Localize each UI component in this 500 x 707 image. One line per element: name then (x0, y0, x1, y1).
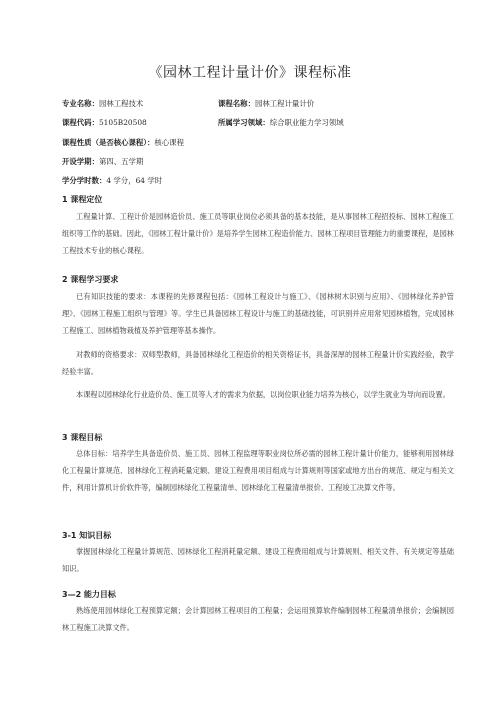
meta-nature (62, 138, 184, 148)
section-heading-2: 2 课程学习要求 (62, 275, 119, 284)
section-heading-3-1: 3-1 知识目标 (62, 531, 112, 540)
meta-course-value: 园林工程计量计价 (254, 99, 315, 108)
section-2-paragraph-2: 对教师的资格要求：双师型教师，具备园林绿化工程造价的相关资格证书，具备深厚的园林工程量计价实践经验，教学经验丰富。 (62, 350, 454, 376)
section-heading-3-2: 3—2 能力目标 (62, 590, 116, 599)
meta-credit (62, 176, 162, 186)
meta-major-value: 园林工程技术 (98, 99, 144, 108)
document-title: 《园林工程计量计价》课程标准 (148, 65, 352, 81)
meta-field-value: 综合职业能力学习领域 (269, 118, 344, 127)
meta-major-label: 专业名称： (62, 99, 99, 108)
section-heading-1: 1 课程定位 (62, 195, 103, 204)
section-heading-3: 3 课程目标 (62, 433, 103, 442)
meta-code-label: 课程代码： (62, 118, 99, 127)
meta-nature-value: 核心课程 (154, 138, 184, 147)
meta-field-label: 所属学习领域： (218, 118, 270, 127)
section-1-paragraph: 工程量计算、工程计价是园林造价员、施工员等职业岗位必须具备的基本技能，是从事园林工程招投标、园林工程施工组织等工作的基础。因此，《园林工程计量计价》是培养学生园林工程造价能力、园林工程项目管理能力的重要课程，是园林工程技术专业的核心课程。 (62, 212, 454, 255)
meta-major (62, 99, 143, 109)
meta-field (218, 118, 344, 128)
meta-code (62, 118, 147, 128)
meta-term-value: 第四、五学期 (98, 157, 144, 166)
meta-credit-value: 4 学分，64 学时 (106, 176, 163, 185)
meta-nature-label: 课程性质（是否核心课程）： (62, 138, 155, 147)
section-3-1-paragraph: 掌握园林绿化工程量计算规范、园林绿化工程消耗量定额、建设工程费用组成与计算规则、相关文件、有关规定等基础知识。 (62, 547, 454, 573)
section-2-paragraph-1: 已有知识技能的要求：本课程的先修课程包括：《园林工程设计与施工》、《园林树木识别与应用》、《园林绿化养护管理》、《园林工程施工组织与管理》等。学生已具备园林工程设计与施工的基础技能，可识别并应用常见园林植物，完成园林工程施工、园林植物栽植及养护管理等基本操作。 (62, 292, 454, 335)
meta-course (218, 99, 314, 109)
meta-code-value: 5105B20508 (98, 118, 147, 127)
section-2-paragraph-3: 本课程以园林绿化行业造价员、施工员等人才的需求为依据，以岗位职业能力培养为核心，以学生就业为导向而设置。 (76, 390, 450, 399)
section-3-paragraph: 总体目标：培养学生具备造价员、施工员、园林工程监理等职业岗位所必需的园林工程计量计价能力，能够利用园林绿化工程量计算规范、园林绿化工程消耗量定额、建设工程费用项目组成与计算规则等国家或地方出台的规范、规定与相关文件，利用计算机计价软件等，编制园林绿化工程量清单、园林绿化工程量清单报价、工程竣工决算文件等。 (62, 449, 454, 492)
section-3-2-paragraph: 熟练使用园林绿化工程预算定额；会计算园林工程项目的工程量；会运用预算软件编制园林工程量清单报价；会编制园林工程施工决算文件。 (62, 606, 454, 632)
meta-course-label: 课程名称： (218, 99, 255, 108)
meta-credit-label: 学分学时数： (62, 176, 107, 185)
meta-term-label: 开设学期： (62, 157, 99, 166)
meta-term (62, 157, 143, 167)
